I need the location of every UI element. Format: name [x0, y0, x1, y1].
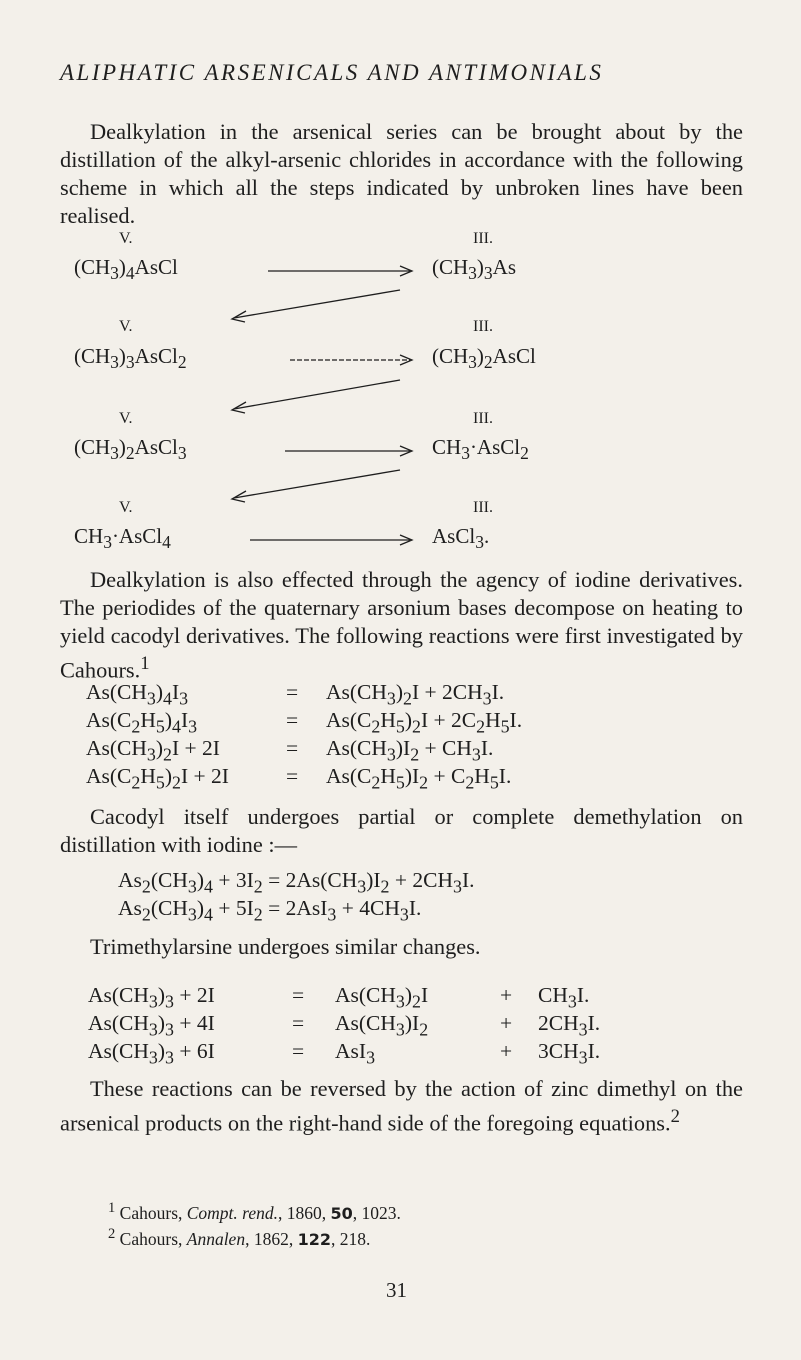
- footnote-2: $^2$ Cahours, Annalen, 1862, 122, 218.: [108, 1226, 371, 1249]
- eq7-mid: AsI$_3$: [335, 1039, 376, 1068]
- eq6-plus: +: [500, 1011, 513, 1035]
- eq1-equals: =: [286, 680, 299, 704]
- eq7-lhs: $As(CH_3)_3 + 6I$: [88, 1039, 215, 1068]
- eq3-equals: =: [286, 736, 299, 760]
- footnote-1: $^1$ Cahours, Compt. rend., 1860, 50, 1023.: [108, 1200, 401, 1223]
- eq6-mid: $As(CH_3)I_2$: [335, 1011, 429, 1040]
- eq6-equals: =: [292, 1011, 305, 1035]
- diagonal-arrow-3: [234, 470, 400, 498]
- eq5-mid: $As(CH_3)_2I$: [335, 983, 429, 1012]
- eq5-end: $CH_3I$.: [538, 983, 590, 1012]
- diagonal-arrow-1: [234, 290, 400, 318]
- scheme-arrows: [0, 0, 801, 600]
- eq7-equals: =: [292, 1039, 305, 1063]
- scheme-label-iii-2: III.: [473, 318, 493, 335]
- eq7-end: $3CH_3I$.: [538, 1039, 601, 1068]
- eq-cacodyl-2: $As_2(CH_3)_4 + 5I_2 = 2AsI_3 + 4CH_3I$.: [118, 896, 422, 925]
- scheme-left-4: $CH_3\cdot AsCl_4$: [74, 524, 171, 553]
- running-head: ALIPHATIC ARSENICALS AND ANTIMONIALS: [60, 60, 604, 85]
- scheme-label-iii-1: III.: [473, 230, 493, 247]
- eq4-rhs: $As(C_2H_5)I_2 + C_2H_5I$.: [326, 764, 512, 793]
- scheme-label-v-3: V.: [119, 410, 133, 427]
- page-number: 31: [386, 1278, 407, 1302]
- paragraph-dealkylation-distillation: Dealkylation in the arsenical series can be brought about by the distillation of the alkyl-arsenic chlorides in accordance with the following scheme in which all the steps indicated by unbroken lines have been realised.: [60, 119, 743, 228]
- scheme-label-v-4: V.: [119, 499, 133, 516]
- eq4-lhs: $As(C_2H_5)_2I + 2I$: [86, 764, 229, 793]
- eq2-rhs: $As(C_2H_5)_2I + 2C_2H_5I$.: [326, 708, 523, 737]
- eq3-rhs: $As(CH_3)I_2 + CH_3I$.: [326, 736, 494, 765]
- scheme-left-1: $(CH_3)_4AsCl$: [74, 255, 178, 284]
- scheme-right-1: $(CH_3)_3As$: [432, 255, 517, 284]
- eq1-rhs: $As(CH_3)_2I + 2CH_3I$.: [326, 680, 505, 709]
- paragraph-cacodyl: Cacodyl itself undergoes partial or complete demethylation on distillation with iodine :—: [60, 804, 743, 857]
- scheme-label-iii-3: III.: [473, 410, 493, 427]
- scheme-label-iii-4: III.: [473, 499, 493, 516]
- eq2-equals: =: [286, 708, 299, 732]
- paragraph-trimethylarsine: Trimethylarsine undergoes similar changes.: [90, 934, 481, 959]
- eq5-lhs: $As(CH_3)_3 + 2I$: [88, 983, 215, 1012]
- scheme-left-3: $(CH_3)_2AsCl_3$: [74, 435, 187, 464]
- eq1-lhs: $As(CH_3)_4I_3$: [86, 680, 189, 709]
- scheme-label-v-1: V.: [119, 230, 133, 247]
- scheme-label-v-2: V.: [119, 318, 133, 335]
- eq4-equals: =: [286, 764, 299, 788]
- eq2-lhs: $As(C_2H_5)_4I_3$: [86, 708, 198, 737]
- scheme-right-2: $(CH_3)_2AsCl$: [432, 344, 536, 373]
- eq6-lhs: $As(CH_3)_3 + 4I$: [88, 1011, 215, 1040]
- eq6-end: $2CH_3I$.: [538, 1011, 601, 1040]
- scheme-left-2: $(CH_3)_3AsCl_2$: [74, 344, 187, 373]
- eq5-plus: +: [500, 983, 513, 1007]
- eq-cacodyl-1: $As_2(CH_3)_4 + 3I_2 = 2As(CH_3)I_2 + 2CH_3I$.: [118, 868, 475, 897]
- eq7-plus: +: [500, 1039, 513, 1063]
- paragraph-iodine-derivatives: Dealkylation is also effected through the agency of iodine derivatives. The periodides of the quaternary arsonium bases decompose on heating to yield cacodyl derivatives. The following reactions were first investigated by Cahours.$^1$: [60, 567, 743, 683]
- paragraph-zinc-dimethyl: These reactions can be reversed by the action of zinc dimethyl on the arsenical products on the right-hand side of the foregoing equations.$^2$: [60, 1076, 743, 1136]
- eq5-equals: =: [292, 983, 305, 1007]
- eq3-lhs: $As(CH_3)_2I + 2I$: [86, 736, 220, 765]
- scheme-right-3: $CH_3\cdot AsCl_2$: [432, 435, 529, 464]
- diagonal-arrow-2: [234, 380, 400, 409]
- scheme-right-4: AsCl$_3$.: [432, 524, 490, 553]
